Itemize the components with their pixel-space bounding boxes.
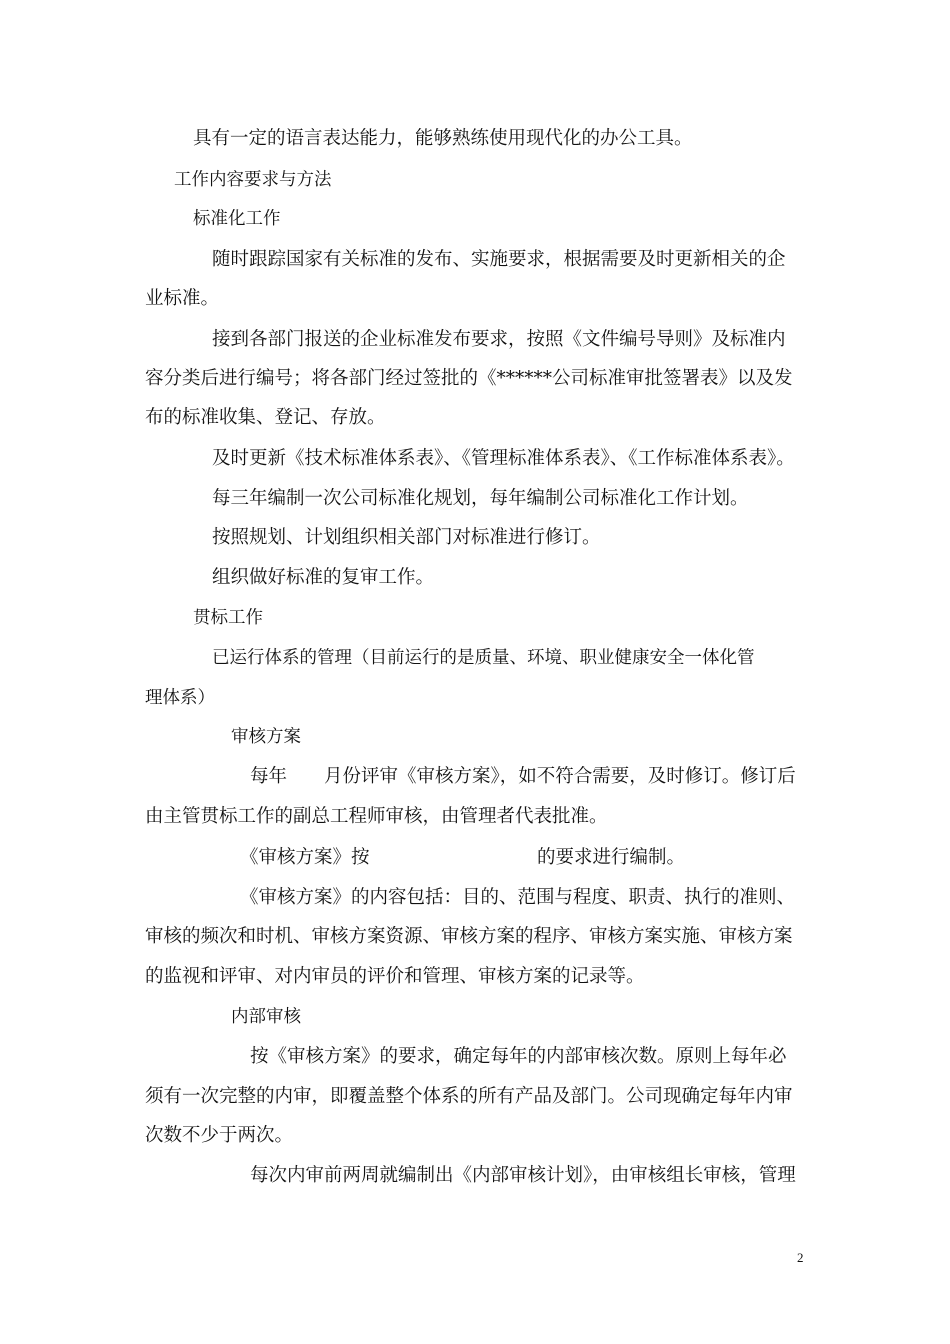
text-line: 的监视和评审、对内审员的评价和管理、审核方案的记录等。 (145, 966, 645, 987)
text-line: 随时跟踪国家有关标准的发布、实施要求，根据需要及时更新相关的企 (212, 249, 786, 270)
text-line: 具有一定的语言表达能力，能够熟练使用现代化的办公工具。 (193, 128, 693, 149)
text-line: 次数不少于两次。 (145, 1125, 294, 1146)
text-line: 须有一次完整的内审，即覆盖整个体系的所有产品及部门。公司现确定每年内审 (145, 1086, 793, 1107)
text-line: 每次内审前两周就编制出《内部审核计划》，由审核组长审核，管理 (250, 1165, 796, 1186)
text-line: 布的标准收集、登记、存放。 (145, 407, 386, 428)
text-line: 接到各部门报送的企业标准发布要求，按照《文件编号导则》及标准内 (212, 329, 786, 350)
text-line: 及时更新《技术标准体系表》、《管理标准体系表》、《工作标准体系表》。 (212, 448, 795, 469)
text-line: 每年 月份评审《审核方案》，如不符合需要，及时修订。修订后 (250, 766, 796, 787)
text-line: 《审核方案》的内容包括：目的、范围与程度、职责、执行的准则、 (240, 887, 796, 908)
subsection-heading: 审核方案 (231, 727, 301, 747)
subsection-heading: 标准化工作 (193, 209, 281, 229)
text-line: 按照规划、计划组织相关部门对标准进行修订。 (212, 527, 601, 548)
text-line: 按《审核方案》的要求，确定每年的内部审核次数。原则上每年必 (250, 1046, 787, 1067)
text-line: 的要求进行编制。 (537, 847, 686, 868)
subsection-heading: 内部审核 (231, 1007, 301, 1027)
page-number: 2 (797, 1250, 804, 1265)
subsection-heading: 贯标工作 (193, 608, 263, 628)
text-line: 审核的频次和时机、审核方案资源、审核方案的程序、审核方案实施、审核方案 (145, 926, 793, 947)
subsection-heading: 理体系） (145, 688, 215, 708)
subsection-heading: 已运行体系的管理（目前运行的是质量、环境、职业健康安全一体化管 (212, 648, 755, 668)
text-line: 业标准。 (145, 288, 220, 309)
text-line: 每三年编制一次公司标准化规划，每年编制公司标准化工作计划。 (212, 488, 749, 509)
section-heading: 工作内容要求与方法 (174, 170, 332, 190)
text-line: 由主管贯标工作的副总工程师审核，由管理者代表批准。 (145, 806, 608, 827)
text-line: 《审核方案》按 (240, 847, 370, 868)
text-line: 组织做好标准的复审工作。 (212, 567, 435, 588)
text-line: 容分类后进行编号；将各部门经过签批的《******公司标准审批签署表》以及发 (145, 368, 793, 389)
